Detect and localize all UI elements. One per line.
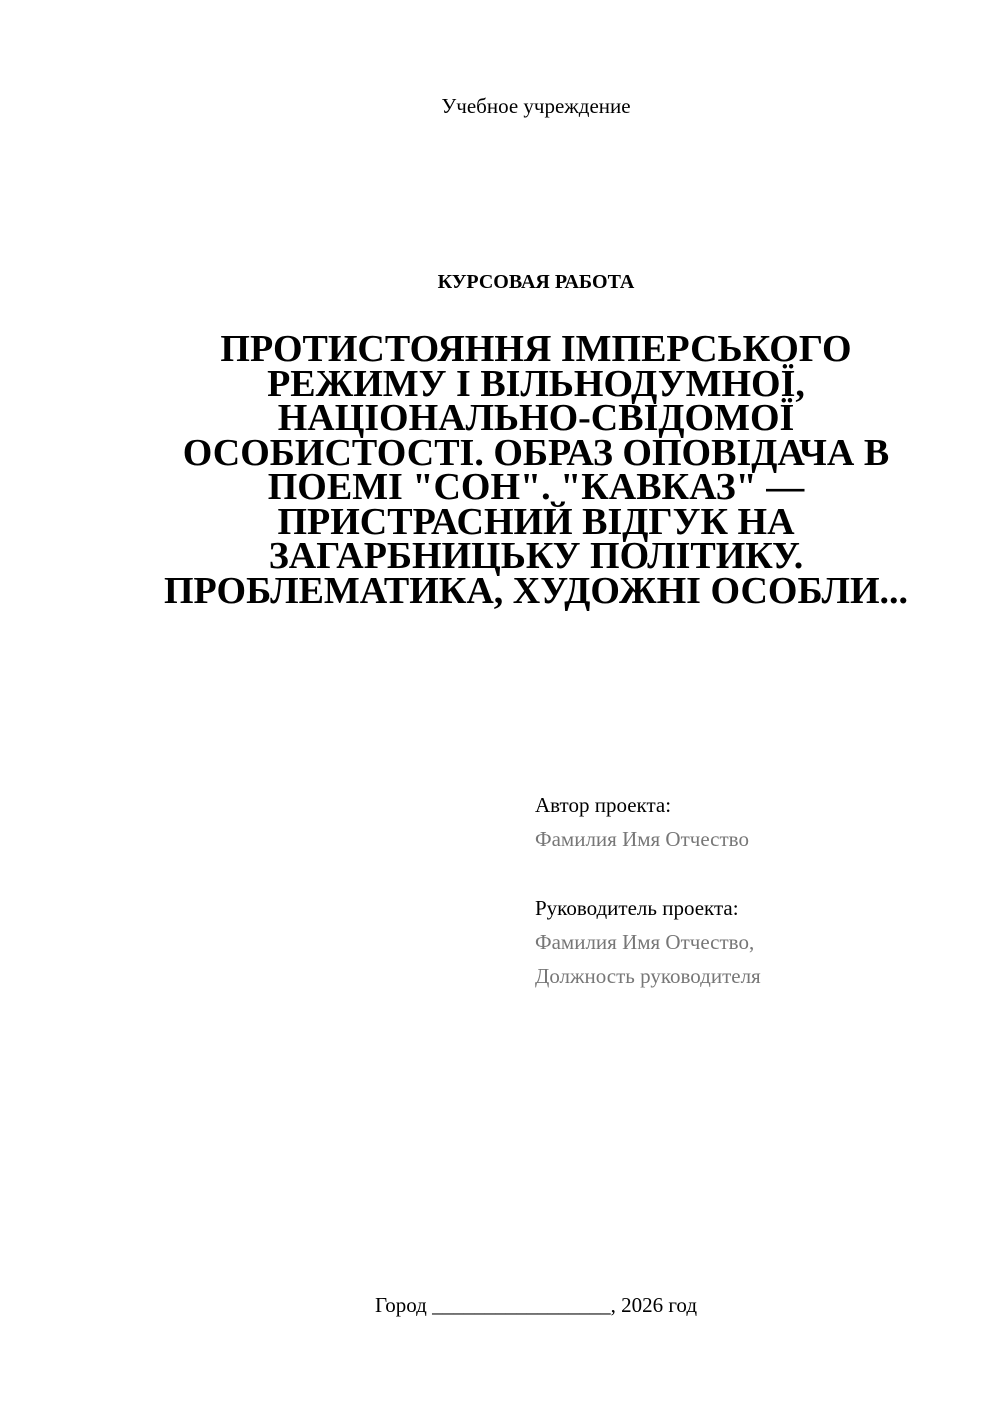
supervisor-name: Фамилия Имя Отчество, <box>535 930 755 954</box>
document-title: ПРОТИСТОЯННЯ ІМПЕРСЬКОГО РЕЖИМУ І ВІЛЬНОДУМНОЇ, НАЦІОНАЛЬНО-СВІДОМОЇ ОСОБИСТОСТІ. ОБРАЗ ОПОВІДАЧА В ПОЕМІ "СОН". "КАВКАЗ" — ПРИСТРАСНИЙ ВІДГУК НА ЗАГАРБНИЦЬКУ ПОЛІТИКУ. ПРОБЛЕМАТИКА, ХУДОЖНІ ОСОБЛИ... <box>163 328 909 612</box>
author-info-block <box>535 788 975 993</box>
institution-name: Учебное учреждение <box>441 94 631 118</box>
supervisor-position: Должность руководителя <box>535 964 761 988</box>
author-label: Автор проекта: <box>535 793 672 817</box>
city-year-line: Город _________________, 2026 год <box>374 1293 698 1317</box>
block-spacer <box>535 856 975 891</box>
supervisor-label: Руководитель проекта: <box>535 896 739 920</box>
author-name: Фамилия Имя Отчество <box>535 827 749 851</box>
work-type-heading: КУРСОВАЯ РАБОТА <box>437 271 635 293</box>
